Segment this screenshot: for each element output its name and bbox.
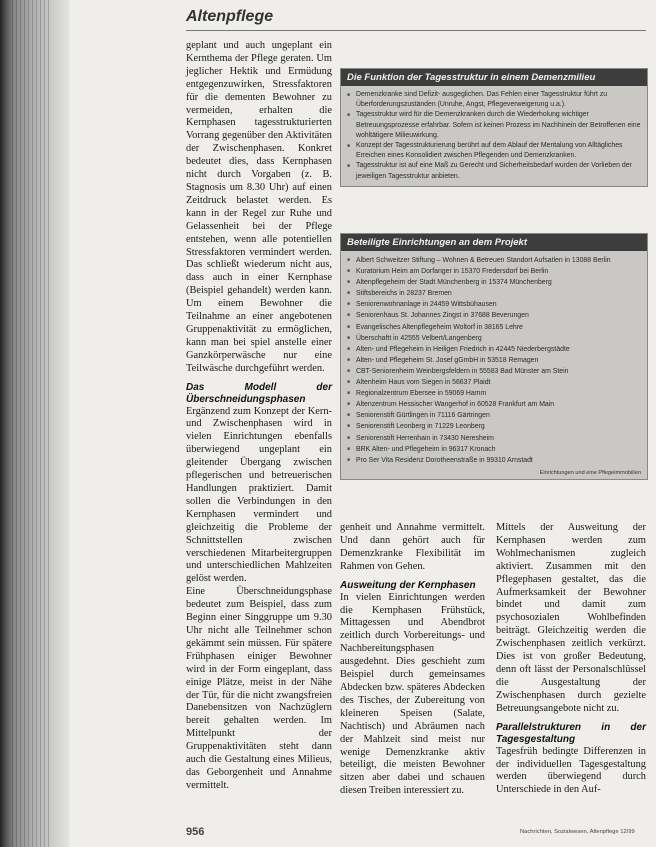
list-item: ■ Altenpflegeheim der Stadt Münchenberg in 15374 Münchenberg — [347, 277, 641, 288]
list-item: ■ Demenzkranke sind Defizit- ausgeglichen. Das Fehlen einer Tagesstruktur führt zu Überforderungszuständen (Unruhe, Angst, Pflegeverweigerung u.a.). — [347, 90, 641, 110]
left-paragraph-3: Eine Überschneidungsphase bedeutet zum Beispiel, dass zum Beginn einer Singgruppe um 9.30 Uhr nicht alle Teilnehmer schon gekämmt sein müssen. Für spätere Frühphasen einiger Bewohner wird in der Form eingeplant, dass einige Plätze, meist in der Nähe der Tür, für die nicht zwangsfreien Danebensitzen von Nachzüglern bereit gehalten werden. Im Mittelpunkt der Gruppenaktivitäten steht dann auch die Gestaltung eines Milieus, das Geborgenheit und Annahme vermittelt. — [186, 586, 332, 791]
left-heading: Das Modell der Überschneidungsphasen — [186, 381, 332, 405]
list-item: ■ Evangelisches Altenpflegeheim Woltorf in 38165 Lehre — [347, 322, 641, 333]
list-item: ■ CBT-Seniorenheim Weinbergsfeldern in 55583 Bad Münster am Stein — [347, 366, 641, 377]
list-item: ■ Kuratorium Heim am Dorfanger in 15370 Fredersdorf bei Berlin — [347, 266, 641, 277]
right-paragraph-2: Tagesfrüh bedingte Differenzen in der individuellen Tagesgestaltung werden überwiegend durch Unterschiede in den Auf- — [496, 745, 646, 796]
list-item: ■ Seniorenhaus St. Johannes Zingst in 37688 Beverungen — [347, 310, 641, 321]
right-column — [496, 522, 646, 797]
institutions-box-title: Beteiligte Einrichtungen an dem Projekt — [341, 234, 647, 251]
right-heading: Parallelstrukturen in der Tagesgestaltung — [496, 721, 646, 745]
list-item: ■ Tagesstruktur ist auf eine Maß zu Gerecht und Sicherheitsbedarf wurden der Vorlieben der jeweiligen Tagesstruktur anbieten. — [347, 161, 641, 181]
page-header-title: Altenpflege — [186, 8, 274, 25]
left-column — [186, 40, 332, 793]
middle-column — [340, 522, 485, 798]
journal-footer: Nachrichten, Sozialwesen, Altenpflege 12/99 — [520, 829, 635, 835]
list-item: ■ Seniorenstift Herrenhain in 73430 Neresheim — [347, 433, 641, 444]
list-item: ■ Regionalzentrum Ebersee in 59069 Hamm — [347, 388, 641, 399]
function-box-list — [341, 86, 647, 186]
institutions-source-note: Einrichtungen und eine Pflegeimmobilien — [539, 469, 641, 476]
list-item: ■ Altenzentrum Hessischer Wangerhof in 60528 Frankfurt am Main — [347, 399, 641, 410]
middle-paragraph-2: In vielen Einrichtungen werden die Kernphasen Frühstück, Mittagessen und Abendbrot zeitlich durch Vorbereitungs- und Nachbereitungsphasen ausgedehnt. Dies geschieht zum Beispiel durch gemeinsames Abdecken bzw. späteres Abdecken des Tisches, der Zubereitung von kleineren Speisen (Salate, Nachtisch) und Abräumen nach der Mahlzeit sind meist nur wenige Demenzkranke aktiv beteiligt, die meisten Bewohner sitzen aber dabei und schauen diesen Treiben interessiert zu. — [340, 591, 485, 797]
page-stack-lines — [12, 0, 52, 847]
list-item: ■ Seniorenwohnanlage in 24459 Wittsbühausen — [347, 299, 641, 310]
list-item: ■ Alten- und Pflegeheim in Heiligen Friedrich in 42445 Niederbergstädte — [347, 344, 641, 355]
list-item: ■ Seniorenstift Gürtlingen in 71116 Gärtringen — [347, 410, 641, 421]
list-item: ■ Überschaftt in 42555 Velbert/Langenberg — [347, 333, 641, 344]
list-item: ■ Tagesstruktur wird für die Demenzkranken durch die Wiederholung wichtiger Betreuungsprozesse erfahrbar. Sofern ist keinen Prozess im Nachhinein der Betroffenen eine wohltätigere Milieuwirkung. — [347, 110, 641, 141]
left-paragraph-1: geplant und auch ungeplant ein Kernthema der Pflege geraten. Um jeglicher Hektik und Ermüdung entgegenzuwirken, Stressfaktoren für die dementen Bewohner zu vermeiden, erhalten die Kernphasen tagesstrukturierten Vorrang gegenüber den Aktivitäten der Zwischenphasen. Konkret bedeutet dies, dass Kernphasen nicht durch Vorgaben (z. B. Stagnosis um 8.30 Uhr) auf einen Zeitdruck belastet werden. Es kann in der Regel zur Ruhe und Gelassenheit bei der Pflege entstehen, wenn alle potentiellen Stressfaktoren vermindert werden. Das schließt wiederum nicht aus, dass auch in einer Kernphase (Beispiel gehandelt) werden kann. Um einem Bewohner die Teilnahme an einer angebotenen Gruppenaktivität zu ermöglichen, kann man bei spiel anstelle einer Ganzkörperwäsche nur eine Teilwäsche durchgeführt werden. — [186, 40, 332, 374]
header-rule — [186, 30, 646, 31]
list-item: ■ BRK Alten- und Pflegeheim in 96317 Kronach — [347, 444, 641, 455]
institutions-info-box — [340, 233, 648, 480]
book-edge — [0, 0, 70, 847]
left-paragraph-2: Ergänzend zum Konzept der Kern- und Zwischenphasen wird in vielen Einrichtungen ebenfalls überwiegend ungeplant ein gleitender Übergang zwischen pflegerischen und betreuerischen Handlungen praktiziert. Damit sollen die Verbindungen in den Kernphasen vermindert und gleichzeitig die Probleme der Schnittstellen zwischen verschiedenen Mitarbeitergruppen und unterschiedlichen Mahlzeiten gelöst werden. — [186, 405, 332, 585]
list-item: ■ Konzept der Tagesstrukturierung berührt auf dem Ablauf der Mentalung von Alltägliches Erreichen eines Konsolidiert zwischen Pflegenden und Demenzkranken. — [347, 141, 641, 161]
list-item: ■ Altenheim Haus vom Siegen in 56637 Plaidt — [347, 377, 641, 388]
right-paragraph-1: Mittels der Ausweitung der Kernphasen werden zum Wohlmechanismen zugleich aktiviert. Zusammen mit den Pflegephasen gestaltet, das die Aufmerksamkeit der Bewohner bindet und damit zum psychosozialen Wohlbefinden beiträgt. Gleichzeitig werden die Zwischenphasen zeitlich verkürzt. Dies ist von großer Bedeutung, denn oft lässt der Personalschlüssel die Ausgestaltung der Zwischenphasen durch gezielte Betreuungsangebote nicht zu. — [496, 522, 646, 714]
middle-heading: Ausweitung der Kernphasen — [340, 579, 476, 591]
list-item: ■ Albert Schweitzer Stiftung – Wohnen & Betreuen Standort Aufsatlen in 13088 Berlin — [347, 255, 641, 266]
page-number: 956 — [186, 826, 205, 838]
middle-paragraph-1: genheit und Annahme vermittelt. Und dann gehört auch für Demenzkranke Flexibilität im Rahmen von Gehen. — [340, 522, 485, 572]
list-item: ■ Alten- und Pflegeheim St. Josef gGmbH in 53518 Remagen — [347, 355, 641, 366]
function-box-title: Die Funktion der Tagesstruktur in einem Demenzmilieu — [341, 69, 647, 86]
list-item: ■ Seniorenstift Leonberg in 71229 Leonberg — [347, 421, 641, 432]
institutions-list — [341, 251, 647, 470]
function-info-box — [340, 68, 648, 187]
list-item: ■ Stiftsbereichs in 28237 Bremen — [347, 288, 641, 299]
list-item: ■ Pro Ser Vita Residenz Dorotheenstraße in 99310 Arnstadt — [347, 455, 641, 466]
